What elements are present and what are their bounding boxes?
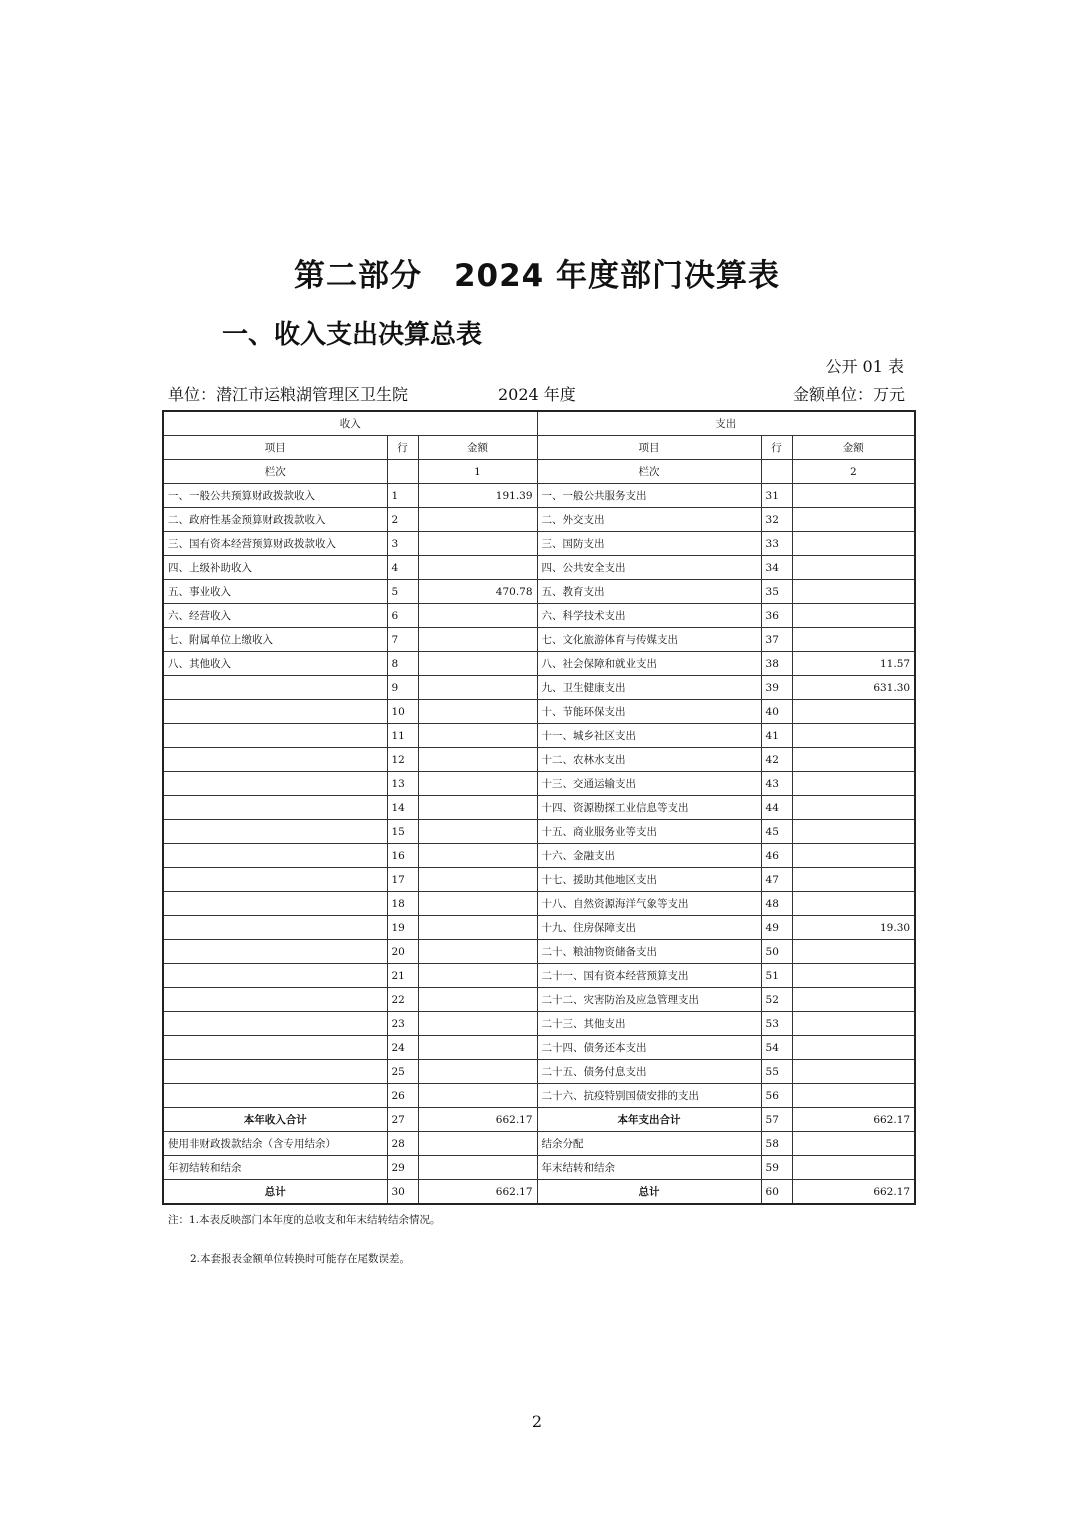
expense-row-no-cell: 43 <box>761 772 792 796</box>
income-amount-cell: 470.78 <box>418 580 537 604</box>
expense-item-cell: 十六、金融支出 <box>537 844 761 868</box>
table-row <box>163 892 915 916</box>
expense-amount-cell <box>792 1084 915 1108</box>
expense-amount-cell: 662.17 <box>792 1108 915 1132</box>
expense-amount-cell: 662.17 <box>792 1180 915 1205</box>
income-row-no-cell: 23 <box>387 1012 418 1036</box>
income-amount-cell <box>418 748 537 772</box>
income-amount-cell: 662.17 <box>418 1180 537 1205</box>
income-col-label: 栏次 <box>163 460 387 484</box>
expense-row-no-cell: 50 <box>761 940 792 964</box>
expense-row-no-cell: 56 <box>761 1084 792 1108</box>
expense-row-no-cell: 49 <box>761 916 792 940</box>
table-header-columns <box>163 436 915 460</box>
table-row <box>163 796 915 820</box>
expense-item-cell: 八、社会保障和就业支出 <box>537 652 761 676</box>
expense-item-cell: 十二、农林水支出 <box>537 748 761 772</box>
expense-row-no-cell: 40 <box>761 700 792 724</box>
income-col-blank <box>387 460 418 484</box>
income-amount-cell <box>418 1036 537 1060</box>
table-row <box>163 988 915 1012</box>
money-unit: 金额单位：万元 <box>792 385 905 404</box>
income-amount-cell <box>418 820 537 844</box>
expense-amount-cell <box>792 508 915 532</box>
income-item-cell: 五、事业收入 <box>163 580 387 604</box>
unit-name: 单位：潜江市运粮湖管理区卫生院 <box>168 385 409 404</box>
income-amount-cell <box>418 604 537 628</box>
table-row <box>163 700 915 724</box>
income-row-no-cell: 15 <box>387 820 418 844</box>
table-row <box>163 940 915 964</box>
table-body <box>163 484 915 1205</box>
subtotal-row <box>163 1108 915 1132</box>
income-item-cell <box>163 772 387 796</box>
income-item-cell: 总计 <box>163 1180 387 1205</box>
expense-row-no-cell: 37 <box>761 628 792 652</box>
expense-item-cell: 二、外交支出 <box>537 508 761 532</box>
income-amount-cell <box>418 892 537 916</box>
income-item-cell <box>163 844 387 868</box>
expense-item-cell: 十九、住房保障支出 <box>537 916 761 940</box>
expense-row-no-cell: 58 <box>761 1132 792 1156</box>
table-row <box>163 820 915 844</box>
income-amount-cell <box>418 1060 537 1084</box>
expense-row-header: 行 <box>761 436 792 460</box>
expense-row-no-cell: 36 <box>761 604 792 628</box>
page-number: 2 <box>531 1412 543 1431</box>
expense-amount-cell <box>792 484 915 508</box>
table-row <box>163 484 915 508</box>
income-item-cell: 八、其他收入 <box>163 652 387 676</box>
income-amount-cell <box>418 628 537 652</box>
income-amount-cell <box>418 556 537 580</box>
expense-amount-cell <box>792 1036 915 1060</box>
expense-row-no-cell: 34 <box>761 556 792 580</box>
expense-item-cell: 年末结转和结余 <box>537 1156 761 1180</box>
expense-row-no-cell: 57 <box>761 1108 792 1132</box>
expense-amount-cell <box>792 724 915 748</box>
income-row-no-cell: 9 <box>387 676 418 700</box>
expense-amount-cell <box>792 1132 915 1156</box>
table-row <box>163 508 915 532</box>
form-number: 公开 01 表 <box>825 357 904 376</box>
expense-row-no-cell: 31 <box>761 484 792 508</box>
income-row-no-cell: 25 <box>387 1060 418 1084</box>
income-item-cell: 二、政府性基金预算财政拨款收入 <box>163 508 387 532</box>
income-item-cell <box>163 940 387 964</box>
table-row <box>163 628 915 652</box>
table-row <box>163 964 915 988</box>
table-row <box>163 1156 915 1180</box>
income-amount-cell <box>418 772 537 796</box>
section-title: 一、收入支出决算总表 <box>222 320 483 350</box>
table-row <box>163 556 915 580</box>
income-amount-header: 金额 <box>418 436 537 460</box>
table-row <box>163 1012 915 1036</box>
income-row-no-cell: 14 <box>387 796 418 820</box>
income-amount-cell <box>418 844 537 868</box>
income-amount-cell <box>418 508 537 532</box>
income-row-no-cell: 30 <box>387 1180 418 1205</box>
income-item-cell <box>163 724 387 748</box>
income-row-no-cell: 17 <box>387 868 418 892</box>
expense-item-cell: 二十三、其他支出 <box>537 1012 761 1036</box>
income-item-cell <box>163 748 387 772</box>
income-amount-cell: 662.17 <box>418 1108 537 1132</box>
income-amount-cell <box>418 724 537 748</box>
income-amount-cell <box>418 676 537 700</box>
expense-row-no-cell: 42 <box>761 748 792 772</box>
income-item-cell: 一、一般公共预算财政拨款收入 <box>163 484 387 508</box>
expense-amount-cell <box>792 940 915 964</box>
income-item-cell <box>163 1084 387 1108</box>
expense-item-cell: 二十一、国有资本经营预算支出 <box>537 964 761 988</box>
expense-item-cell: 五、教育支出 <box>537 580 761 604</box>
income-row-no-cell: 29 <box>387 1156 418 1180</box>
income-row-no-cell: 11 <box>387 724 418 748</box>
expense-amount-cell <box>792 628 915 652</box>
expense-row-no-cell: 33 <box>761 532 792 556</box>
income-row-no-cell: 22 <box>387 988 418 1012</box>
income-item-cell: 年初结转和结余 <box>163 1156 387 1180</box>
expense-row-no-cell: 48 <box>761 892 792 916</box>
table-row <box>163 916 915 940</box>
expense-amount-cell <box>792 988 915 1012</box>
expense-amount-cell <box>792 892 915 916</box>
expense-row-no-cell: 44 <box>761 796 792 820</box>
income-amount-cell <box>418 988 537 1012</box>
note-1: 注：1.本表反映部门本年度的总收支和年末结转结余情况。 <box>168 1214 441 1226</box>
income-row-no-cell: 1 <box>387 484 418 508</box>
expense-amount-cell <box>792 1156 915 1180</box>
expense-item-cell: 四、公共安全支出 <box>537 556 761 580</box>
income-expense-table <box>162 410 916 1205</box>
expense-row-no-cell: 45 <box>761 820 792 844</box>
income-item-cell <box>163 892 387 916</box>
expense-amount-cell <box>792 844 915 868</box>
expense-amount-cell <box>792 748 915 772</box>
income-row-no-cell: 3 <box>387 532 418 556</box>
income-row-no-cell: 24 <box>387 1036 418 1060</box>
expense-col-blank <box>761 460 792 484</box>
expense-amount-cell <box>792 868 915 892</box>
income-amount-cell <box>418 1012 537 1036</box>
expense-item-cell: 十四、资源勘探工业信息等支出 <box>537 796 761 820</box>
expense-row-no-cell: 52 <box>761 988 792 1012</box>
expense-amount-cell: 19.30 <box>792 916 915 940</box>
income-amount-cell <box>418 964 537 988</box>
income-amount-cell <box>418 868 537 892</box>
table-notes <box>168 1212 441 1266</box>
income-item-header: 项目 <box>163 436 387 460</box>
expense-col-index: 2 <box>792 460 915 484</box>
income-row-no-cell: 6 <box>387 604 418 628</box>
income-row-no-cell: 27 <box>387 1108 418 1132</box>
income-item-cell <box>163 1012 387 1036</box>
expense-row-no-cell: 54 <box>761 1036 792 1060</box>
income-item-cell: 六、经营收入 <box>163 604 387 628</box>
income-row-no-cell: 4 <box>387 556 418 580</box>
unit-info-row <box>168 382 905 406</box>
expense-amount-cell <box>792 580 915 604</box>
expense-amount-cell: 11.57 <box>792 652 915 676</box>
income-row-no-cell: 16 <box>387 844 418 868</box>
expense-amount-cell <box>792 532 915 556</box>
expense-amount-cell <box>792 820 915 844</box>
income-item-cell: 本年收入合计 <box>163 1108 387 1132</box>
expense-item-cell: 一、一般公共服务支出 <box>537 484 761 508</box>
expense-item-cell: 总计 <box>537 1180 761 1205</box>
expense-item-cell: 十八、自然资源海洋气象等支出 <box>537 892 761 916</box>
income-amount-cell <box>418 796 537 820</box>
expense-row-no-cell: 41 <box>761 724 792 748</box>
income-item-cell <box>163 916 387 940</box>
expense-item-cell: 二十二、灾害防治及应急管理支出 <box>537 988 761 1012</box>
table-row <box>163 1084 915 1108</box>
expense-item-cell: 本年支出合计 <box>537 1108 761 1132</box>
expense-row-no-cell: 55 <box>761 1060 792 1084</box>
income-row-no-cell: 19 <box>387 916 418 940</box>
expense-item-cell: 十一、城乡社区支出 <box>537 724 761 748</box>
income-amount-cell <box>418 1084 537 1108</box>
expense-header: 支出 <box>537 411 915 436</box>
table-row <box>163 580 915 604</box>
table-row <box>163 868 915 892</box>
expense-row-no-cell: 46 <box>761 844 792 868</box>
income-row-no-cell: 21 <box>387 964 418 988</box>
expense-item-cell: 二十六、抗疫特别国债安排的支出 <box>537 1084 761 1108</box>
note-2: 2.本套报表金额单位转换时可能存在尾数误差。 <box>190 1253 411 1265</box>
expense-item-cell: 十三、交通运输支出 <box>537 772 761 796</box>
income-amount-cell <box>418 700 537 724</box>
table-row <box>163 1036 915 1060</box>
income-amount-cell <box>418 940 537 964</box>
income-item-cell <box>163 676 387 700</box>
income-row-no-cell: 18 <box>387 892 418 916</box>
income-row-no-cell: 28 <box>387 1132 418 1156</box>
page-title: 第二部分 2024 年度部门决算表 <box>293 258 781 294</box>
income-col-index: 1 <box>418 460 537 484</box>
expense-amount-cell <box>792 556 915 580</box>
expense-amount-cell <box>792 796 915 820</box>
expense-row-no-cell: 60 <box>761 1180 792 1205</box>
expense-row-no-cell: 53 <box>761 1012 792 1036</box>
expense-amount-cell <box>792 1060 915 1084</box>
table-row <box>163 1060 915 1084</box>
table-header-section <box>163 411 915 436</box>
income-item-cell: 七、附属单位上缴收入 <box>163 628 387 652</box>
income-row-no-cell: 26 <box>387 1084 418 1108</box>
expense-amount-cell <box>792 964 915 988</box>
expense-item-cell: 三、国防支出 <box>537 532 761 556</box>
expense-item-cell: 十七、援助其他地区支出 <box>537 868 761 892</box>
table-row <box>163 676 915 700</box>
income-row-no-cell: 8 <box>387 652 418 676</box>
income-row-no-cell: 20 <box>387 940 418 964</box>
income-amount-cell: 191.39 <box>418 484 537 508</box>
income-item-cell: 使用非财政拨款结余（含专用结余） <box>163 1132 387 1156</box>
expense-amount-cell <box>792 700 915 724</box>
expense-amount-cell <box>792 772 915 796</box>
table-row <box>163 532 915 556</box>
income-row-no-cell: 5 <box>387 580 418 604</box>
income-amount-cell <box>418 1156 537 1180</box>
income-item-cell <box>163 964 387 988</box>
expense-row-no-cell: 47 <box>761 868 792 892</box>
expense-amount-cell <box>792 1012 915 1036</box>
income-amount-cell <box>418 1132 537 1156</box>
income-item-cell <box>163 868 387 892</box>
income-item-cell <box>163 820 387 844</box>
income-row-no-cell: 13 <box>387 772 418 796</box>
table-row <box>163 772 915 796</box>
income-item-cell: 三、国有资本经营预算财政拨款收入 <box>163 532 387 556</box>
expense-item-cell: 六、科学技术支出 <box>537 604 761 628</box>
table-row <box>163 844 915 868</box>
income-row-no-cell: 2 <box>387 508 418 532</box>
expense-row-no-cell: 51 <box>761 964 792 988</box>
expense-amount-cell <box>792 604 915 628</box>
income-item-cell <box>163 1060 387 1084</box>
expense-item-cell: 十五、商业服务业等支出 <box>537 820 761 844</box>
income-amount-cell <box>418 652 537 676</box>
expense-item-cell: 二十、粮油物资储备支出 <box>537 940 761 964</box>
expense-item-header: 项目 <box>537 436 761 460</box>
fiscal-year: 2024 年度 <box>498 385 576 404</box>
table-row <box>163 724 915 748</box>
expense-item-cell: 十、节能环保支出 <box>537 700 761 724</box>
expense-row-no-cell: 59 <box>761 1156 792 1180</box>
expense-amount-header: 金额 <box>792 436 915 460</box>
expense-row-no-cell: 39 <box>761 676 792 700</box>
income-row-no-cell: 7 <box>387 628 418 652</box>
expense-row-no-cell: 35 <box>761 580 792 604</box>
income-row-no-cell: 12 <box>387 748 418 772</box>
expense-row-no-cell: 38 <box>761 652 792 676</box>
expense-item-cell: 七、文化旅游体育与传媒支出 <box>537 628 761 652</box>
table-row <box>163 604 915 628</box>
income-item-cell <box>163 1036 387 1060</box>
table-header-col-index <box>163 460 915 484</box>
income-amount-cell <box>418 532 537 556</box>
expense-item-cell: 结余分配 <box>537 1132 761 1156</box>
total-row <box>163 1180 915 1205</box>
income-header: 收入 <box>163 411 537 436</box>
expense-col-label: 栏次 <box>537 460 761 484</box>
expense-amount-cell: 631.30 <box>792 676 915 700</box>
expense-item-cell: 九、卫生健康支出 <box>537 676 761 700</box>
table-row <box>163 1132 915 1156</box>
table-row <box>163 652 915 676</box>
expense-item-cell: 二十四、债务还本支出 <box>537 1036 761 1060</box>
income-item-cell: 四、上级补助收入 <box>163 556 387 580</box>
income-row-no-cell: 10 <box>387 700 418 724</box>
income-item-cell <box>163 700 387 724</box>
income-amount-cell <box>418 916 537 940</box>
income-row-header: 行 <box>387 436 418 460</box>
table-row <box>163 748 915 772</box>
income-item-cell <box>163 988 387 1012</box>
expense-item-cell: 二十五、债务付息支出 <box>537 1060 761 1084</box>
expense-row-no-cell: 32 <box>761 508 792 532</box>
income-item-cell <box>163 796 387 820</box>
